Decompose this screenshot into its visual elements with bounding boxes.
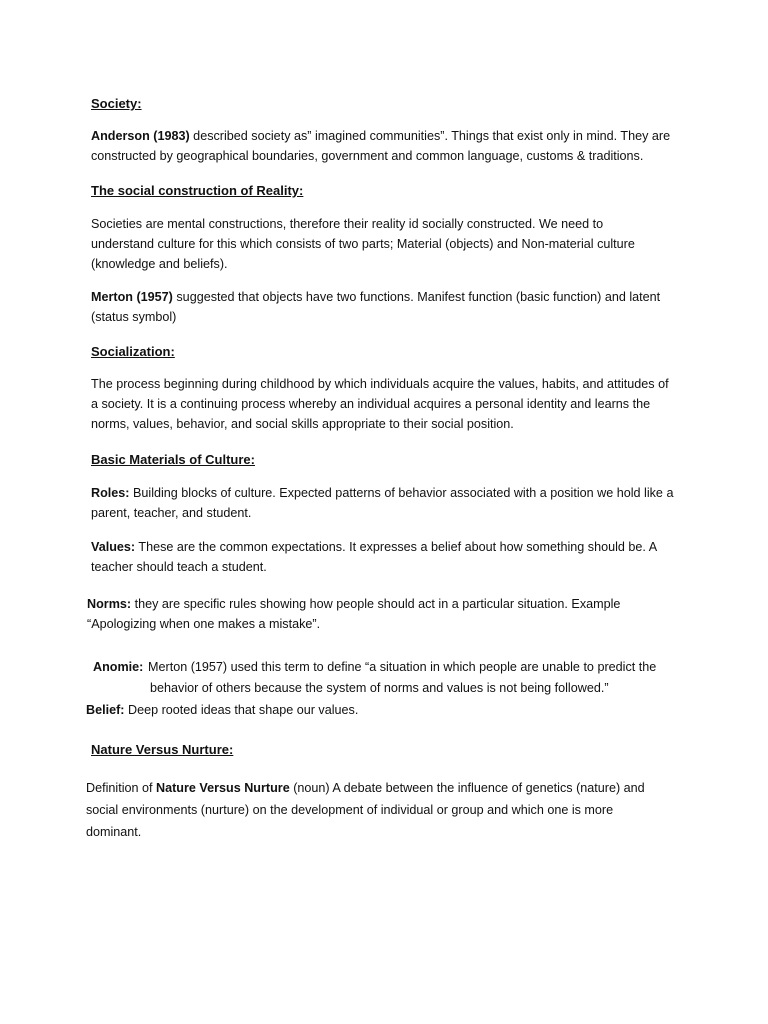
heading-social-construction: The social construction of Reality:: [91, 183, 304, 198]
roles-text-1: Building blocks of culture. Expected patterns of behavior associated with a position we hold like a: [129, 486, 674, 500]
paragraph-merton: [91, 287, 731, 327]
society-lead: Anderson (1983): [91, 129, 190, 143]
society-line-2: constructed by geographical boundaries, government and common language, customs & traditions.: [91, 149, 644, 163]
values-label: Values:: [91, 540, 136, 554]
merton-line-2: (status symbol): [91, 310, 177, 324]
heading-socialization: Socialization:: [91, 344, 175, 359]
belief-label: Belief:: [86, 703, 125, 717]
paragraph-nature-definition: [86, 777, 726, 843]
values-line-2: teacher should teach a student.: [91, 560, 267, 574]
heading-society: Society:: [91, 96, 142, 111]
socialization-line-3: norms, values, behavior, and social skills appropriate to their social position.: [91, 417, 514, 431]
values-text-1: These are the common expectations. It expresses a belief about how something should be. A: [135, 540, 658, 554]
nature-line-2: social environments (nurture) on the development of individual or group and which one is more: [86, 803, 614, 817]
belief-text-1: Deep rooted ideas that shape our values.: [124, 703, 359, 717]
heading-basic-materials: Basic Materials of Culture:: [91, 452, 255, 467]
socialization-line-2: a society. It is a continuing process whereby an individual acquires a personal identity and learns the: [91, 397, 651, 411]
paragraph-norms: [87, 594, 727, 634]
norms-line-1: [87, 594, 727, 614]
roles-line-1: [91, 483, 731, 503]
reality-line-1: Societies are mental constructions, therefore their reality id socially constructed. We need to: [91, 217, 604, 231]
nature-def-term: Nature Versus Nurture: [156, 781, 290, 795]
roles-label: Roles:: [91, 486, 130, 500]
paragraph-socialization: [91, 374, 731, 434]
paragraph-roles: [91, 483, 731, 523]
merton-line-1: [91, 287, 731, 307]
norms-line-2: “Apologizing when one makes a mistake”.: [87, 617, 321, 631]
roles-line-2: parent, teacher, and student.: [91, 506, 252, 520]
anomie-line-1: Merton (1957) used this term to define “a situation in which people are unable to predict the: [148, 660, 657, 674]
paragraph-belief: [86, 700, 726, 720]
nature-line-1: [86, 777, 726, 799]
belief-line-1: [86, 700, 726, 720]
reality-line-3: (knowledge and beliefs).: [91, 257, 228, 271]
heading-nature-nurture: Nature Versus Nurture:: [91, 742, 234, 757]
norms-text-1: they are specific rules showing how people should act in a particular situation. Example: [131, 597, 621, 611]
merton-lead: Merton (1957): [91, 290, 173, 304]
paragraph-values: [91, 537, 731, 577]
nature-def-prefix: Definition of: [86, 781, 157, 795]
society-text-1: described society as” imagined communities”. Things that exist only in mind. They are: [189, 129, 671, 143]
values-line-1: [91, 537, 731, 557]
paragraph-society: [91, 126, 731, 166]
nature-text-1: (noun) A debate between the influence of genetics (nature) and: [289, 781, 645, 795]
anomie-line-2: behavior of others because the system of norms and values is not being followed.”: [150, 681, 609, 695]
society-line-1: [91, 126, 731, 146]
paragraph-anomie: [148, 657, 688, 699]
merton-text-1: suggested that objects have two functions. Manifest function (basic function) and latent: [172, 290, 661, 304]
anomie-label: Anomie:: [93, 660, 144, 674]
reality-line-2: understand culture for this which consists of two parts; Material (objects) and Non-material culture: [91, 237, 635, 251]
paragraph-reality: [91, 214, 731, 274]
socialization-line-1: The process beginning during childhood by which individuals acquire the values, habits, and attitudes of: [91, 377, 669, 391]
nature-line-3: dominant.: [86, 825, 142, 839]
norms-label: Norms:: [87, 597, 132, 611]
